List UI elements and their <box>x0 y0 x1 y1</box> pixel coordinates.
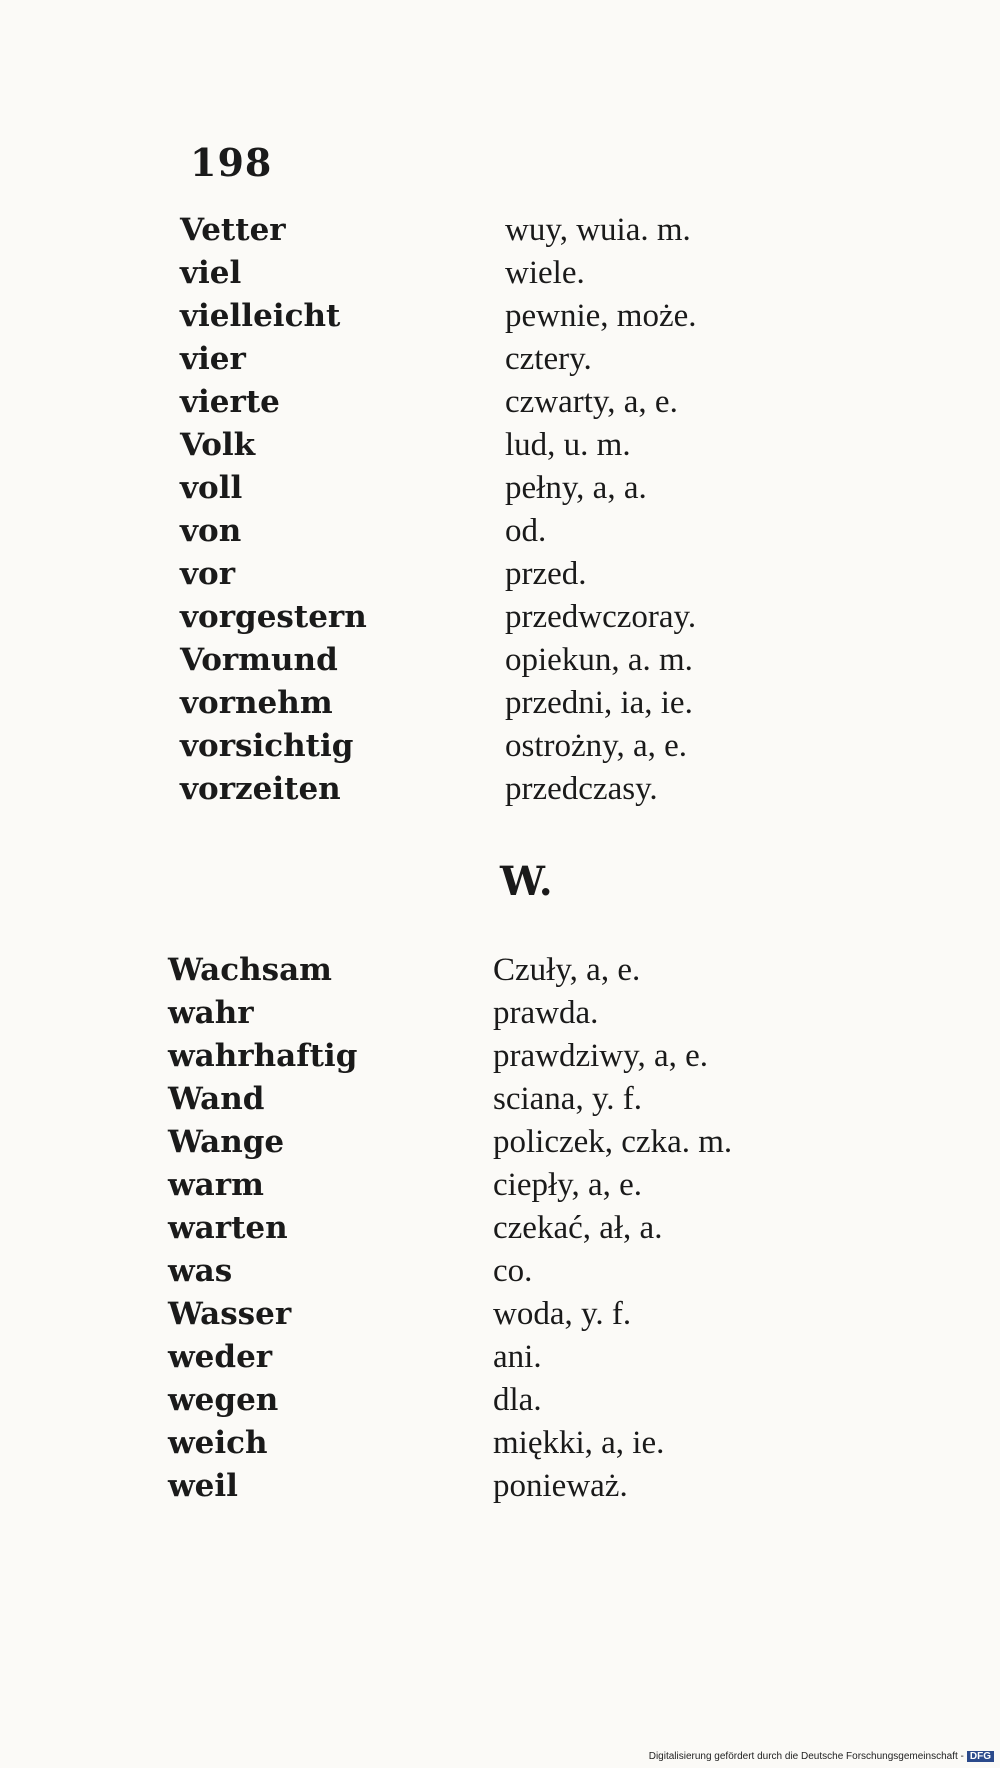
vocabulary-entry <box>0 728 1000 771</box>
vocabulary-entry <box>0 1210 1000 1253</box>
polish-translation: opiekun, a. m. <box>505 642 693 678</box>
german-word: vielleicht <box>180 298 341 334</box>
polish-translation: przedwczoray. <box>505 599 697 635</box>
dfg-logo: DFG <box>967 1751 994 1762</box>
polish-translation: przed. <box>505 556 587 592</box>
polish-translation: ponieważ. <box>493 1468 628 1504</box>
vocabulary-entry <box>0 427 1000 470</box>
polish-translation: wuy, wuia. m. <box>505 212 691 248</box>
vocabulary-entry <box>0 556 1000 599</box>
vocabulary-entry <box>0 771 1000 814</box>
polish-translation: przedni, ia, ie. <box>505 685 693 721</box>
vocabulary-entry <box>0 952 1000 995</box>
vocabulary-entry <box>0 470 1000 513</box>
german-word: Wange <box>168 1124 285 1160</box>
polish-translation: lud, u. m. <box>505 427 631 463</box>
vocabulary-entry <box>0 255 1000 298</box>
german-word: weil <box>168 1468 238 1504</box>
german-word: Wasser <box>168 1296 292 1332</box>
polish-translation: ciepły, a, e. <box>493 1167 643 1203</box>
polish-translation: przedczasy. <box>505 771 658 807</box>
german-word: was <box>168 1253 233 1289</box>
vocabulary-section-w <box>0 952 1000 1511</box>
polish-translation: co. <box>493 1253 533 1289</box>
german-word: Vetter <box>180 212 286 248</box>
polish-translation: miękki, a, ie. <box>493 1425 665 1461</box>
polish-translation: pełny, a, a. <box>505 470 647 506</box>
german-word: vier <box>180 341 246 377</box>
polish-translation: prawdziwy, a, e. <box>493 1038 709 1074</box>
german-word: vor <box>180 556 236 592</box>
polish-translation: czekać, ał, a. <box>493 1210 663 1246</box>
vocabulary-entry <box>0 1468 1000 1511</box>
german-word: viel <box>180 255 242 291</box>
vocabulary-entry <box>0 384 1000 427</box>
german-word: warm <box>168 1167 264 1203</box>
vocabulary-entry <box>0 1124 1000 1167</box>
polish-translation: woda, y. f. <box>493 1296 632 1332</box>
vocabulary-entry <box>0 1038 1000 1081</box>
polish-translation: policzek, czka. m. <box>493 1124 733 1160</box>
german-word: Wachsam <box>168 952 332 988</box>
german-word: Vormund <box>180 642 338 678</box>
vocabulary-entry <box>0 599 1000 642</box>
german-word: Wand <box>168 1081 265 1117</box>
german-word: weich <box>168 1425 268 1461</box>
polish-translation: sciana, y. f. <box>493 1081 643 1117</box>
polish-translation: pewnie, może. <box>505 298 697 334</box>
vocabulary-entry <box>0 995 1000 1038</box>
vocabulary-entry <box>0 1253 1000 1296</box>
german-word: wahr <box>168 995 254 1031</box>
vocabulary-entry <box>0 1425 1000 1468</box>
polish-translation: czwarty, a, e. <box>505 384 678 420</box>
polish-translation: wiele. <box>505 255 585 291</box>
german-word: wegen <box>168 1382 279 1418</box>
vocabulary-entry <box>0 513 1000 556</box>
vocabulary-entry <box>0 685 1000 728</box>
vocabulary-entry <box>0 1167 1000 1210</box>
digitization-footer <box>649 1751 994 1762</box>
page-number: 198 <box>190 140 273 185</box>
german-word: vierte <box>180 384 280 420</box>
german-word: vorzeiten <box>180 771 341 807</box>
polish-translation: ostrożny, a, e. <box>505 728 688 764</box>
footer-text: Digitalisierung gefördert durch die Deutsche Forschungsgemeinschaft - <box>648 1751 964 1762</box>
german-word: wahrhaftig <box>168 1038 358 1074</box>
german-word: voll <box>180 470 243 506</box>
german-word: vorgestern <box>180 599 367 635</box>
vocabulary-entry <box>0 1382 1000 1425</box>
vocabulary-entry <box>0 341 1000 384</box>
german-word: warten <box>168 1210 288 1246</box>
german-word: weder <box>168 1339 273 1375</box>
german-word: vorsichtig <box>180 728 354 764</box>
polish-translation: cztery. <box>505 341 592 377</box>
vocabulary-entry <box>0 1339 1000 1382</box>
polish-translation: ani. <box>493 1339 542 1375</box>
polish-translation: prawda. <box>493 995 599 1031</box>
vocabulary-entry <box>0 1296 1000 1339</box>
polish-translation: dla. <box>493 1382 542 1418</box>
german-word: Volk <box>180 427 256 463</box>
german-word: von <box>180 513 242 549</box>
vocabulary-entry <box>0 642 1000 685</box>
polish-translation: od. <box>505 513 547 549</box>
vocabulary-section-v <box>0 212 1000 814</box>
vocabulary-entry <box>0 1081 1000 1124</box>
polish-translation: Czuły, a, e. <box>493 952 641 988</box>
german-word: vornehm <box>180 685 333 721</box>
section-heading-w: W. <box>500 858 553 905</box>
vocabulary-entry <box>0 298 1000 341</box>
vocabulary-entry <box>0 212 1000 255</box>
